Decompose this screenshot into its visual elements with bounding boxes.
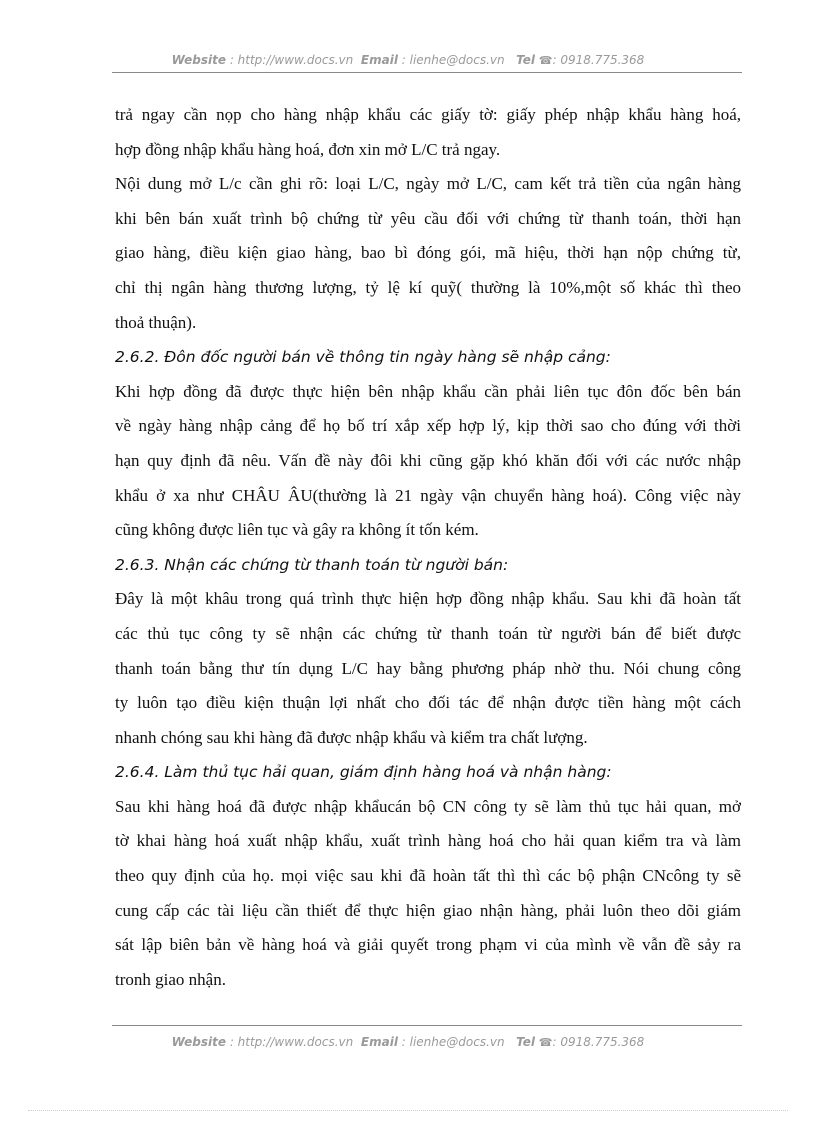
phone-icon: ☎	[538, 1036, 553, 1049]
footer-email-label: Email	[360, 1035, 398, 1049]
header-divider	[112, 72, 742, 73]
header-tel-label: Tel	[516, 53, 535, 67]
footer-tel-value: : 0918.775.368	[552, 1035, 645, 1049]
body-line: hợp đồng nhập khẩu hàng hoá, đơn xin mở L/C trả ngay.	[115, 139, 501, 159]
body-line: về ngày hàng nhập cảng để họ bố trí xắp xếp hợp lý, kịp thời sao cho đúng với thời	[115, 416, 741, 436]
section-heading: 2.6.2. Đôn đốc người bán về thông tin ngày hàng sẽ nhập cảng:	[115, 348, 611, 367]
phone-icon: ☎	[538, 54, 553, 67]
body-line: theo quy định của họ. mọi việc sau khi đã hoàn tất thì thì các bộ phận CNcông ty sẽ	[115, 866, 741, 886]
header-website-label: Website	[171, 53, 226, 67]
footer-website-value: : http://www.docs.vn	[229, 1035, 354, 1049]
body-line: Nội dung mở L/c cần ghi rõ: loại L/C, ngày mở L/C, cam kết trả tiền của ngân hàng	[115, 174, 741, 194]
header-tel-value: : 0918.775.368	[552, 53, 645, 67]
header-email-value: : lienhe@docs.vn	[401, 53, 505, 67]
page-bottom-edge	[28, 1110, 788, 1111]
page-header	[0, 53, 816, 67]
body-line: Sau khi hàng hoá đã được nhập khẩucán bộ CN công ty sẽ làm thủ tục hải quan, mở	[115, 796, 741, 816]
footer-website-label: Website	[171, 1035, 226, 1049]
section-heading: 2.6.4. Làm thủ tục hải quan, giám định hàng hoá và nhận hàng:	[115, 763, 612, 782]
body-line: Khi hợp đồng đã được thực hiện bên nhập khẩu cần phải liên tục đôn đốc bên bán	[115, 381, 741, 401]
body-line: sát lập biên bản về hàng hoá và giải quyết trong phạm vi của mình về vẫn đề sảy ra	[115, 935, 741, 955]
footer-email-value: : lienhe@docs.vn	[401, 1035, 505, 1049]
body-line: tờ khai hàng hoá xuất nhập khẩu, xuất trình hàng hoá cho hải quan kiểm tra và làm	[115, 831, 741, 851]
body-line: chỉ thị ngân hàng thương lượng, tỷ lệ kí quỹ( thường là 10%,một số khác thì theo	[115, 277, 741, 297]
body-line: các thủ tục công ty sẽ nhận các chứng từ thanh toán từ người bán để biết được	[115, 623, 741, 643]
body-line: khi bên bán xuất trình bộ chứng từ yêu cầu đối với chứng từ thanh toán, thời hạn	[115, 208, 741, 228]
header-email-label: Email	[360, 53, 398, 67]
body-line: cung cấp các tài liệu cần thiết để thực hiện giao nhận hàng, phải luôn theo dõi giám	[115, 900, 741, 920]
body-line: trả ngay cần nọp cho hàng nhập khẩu các giấy tờ: giấy phép nhập khẩu hàng hoá,	[115, 105, 741, 124]
body-line: giao hàng, điều kiện giao hàng, bao bì đóng gói, mã hiệu, thời hạn nộp chứng từ,	[115, 243, 741, 263]
section-heading: 2.6.3. Nhận các chứng từ thanh toán từ người bán:	[115, 555, 509, 574]
body-line: thoả thuận).	[115, 312, 197, 332]
page-footer	[0, 1035, 816, 1049]
body-line: nhanh chóng sau khi hàng đã được nhập khẩu và kiểm tra chất lượng.	[115, 727, 588, 747]
body-line: khẩu ở xa như CHÂU ÂU(thường là 21 ngày vận chuyển hàng hoá). Công việc này	[115, 485, 741, 505]
body-line: tronh giao nhận.	[115, 969, 226, 989]
document-body	[115, 98, 741, 997]
header-website-value: : http://www.docs.vn	[229, 53, 354, 67]
body-line: hạn quy định đã nêu. Vấn đề này đôi khi cũng gặp khó khăn đối với các nước nhập	[115, 450, 741, 470]
body-line: ty luôn tạo điều kiện thuận lợi nhất cho đối tác để nhận được tiền hàng một cách	[115, 693, 741, 713]
body-line: Đây là một khâu trong quá trình thực hiện hợp đồng nhập khẩu. Sau khi đã hoàn tất	[115, 589, 741, 609]
body-line: thanh toán bằng thư tín dụng L/C hay bằng phương pháp nhờ thu. Nói chung công	[115, 658, 741, 678]
body-line: cũng không được liên tục và gây ra không ít tốn kém.	[115, 520, 479, 540]
footer-tel-label: Tel	[516, 1035, 535, 1049]
footer-divider	[112, 1025, 742, 1026]
